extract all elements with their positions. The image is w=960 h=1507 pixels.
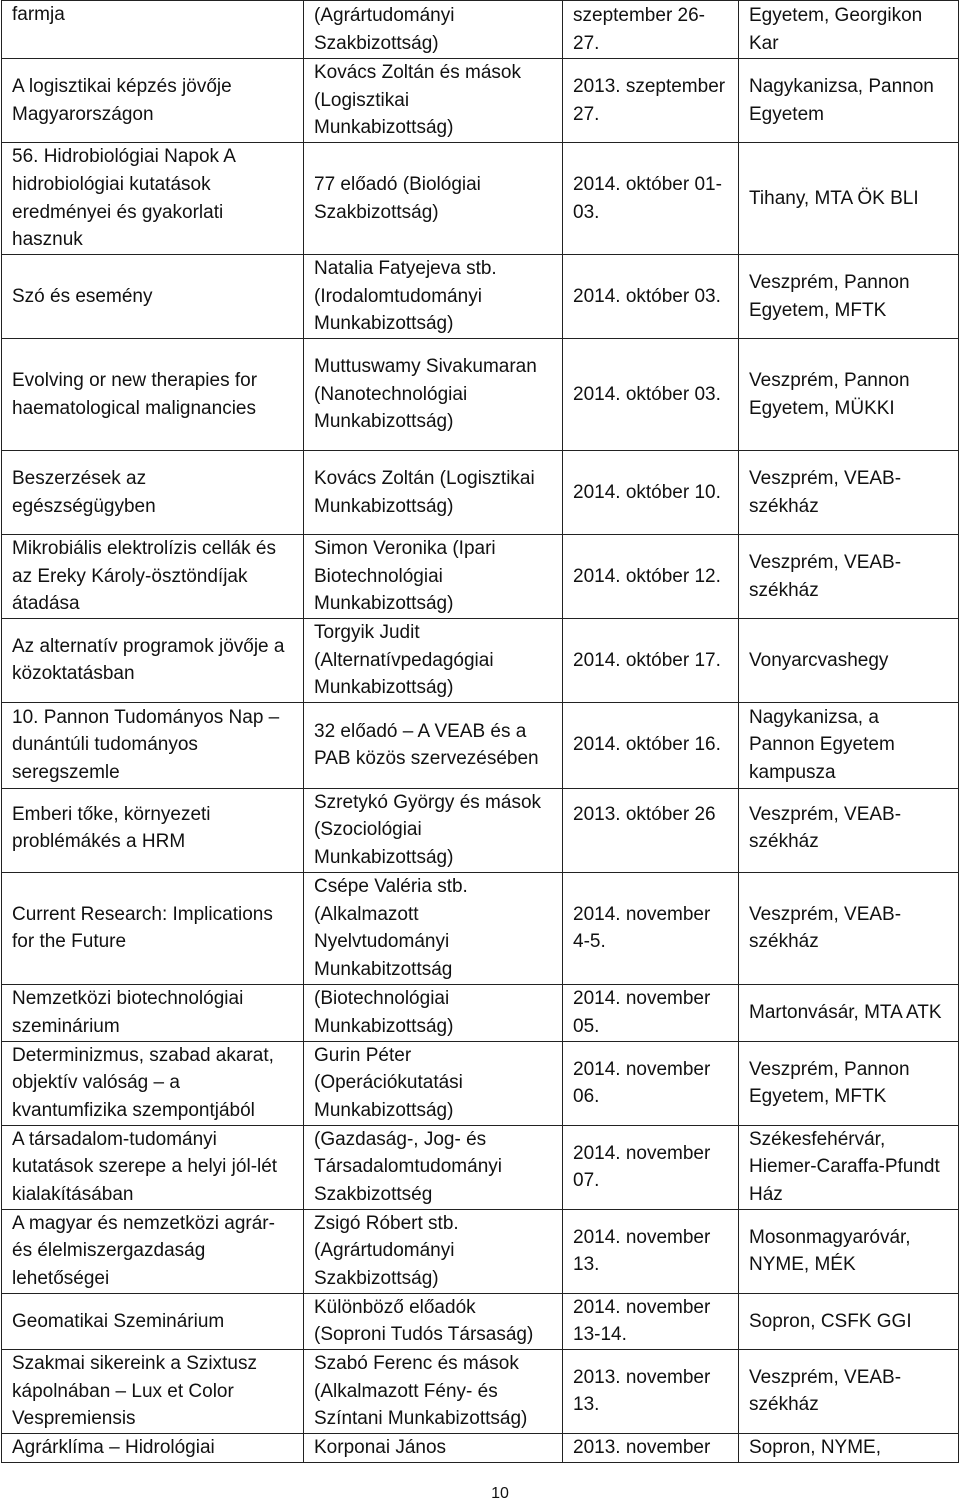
organizer-cell: Torgyik Judit (Alternatívpedagógiai Munkabizottság) bbox=[304, 619, 563, 703]
event-title-cell: Evolving or new therapies for haematological malignancies bbox=[2, 339, 304, 451]
organizer-cell: (Gazdaság-, Jog- és Társadalomtudományi Szakbizottség bbox=[304, 1125, 563, 1209]
event-title-cell: farmja bbox=[2, 1, 304, 59]
date-cell: 2013. szeptember 27. bbox=[563, 59, 739, 143]
organizer-cell: Szretykó György és mások (Szociológiai Munkabizottság) bbox=[304, 788, 563, 872]
event-title-cell: Az alternatív programok jövője a közoktatásban bbox=[2, 619, 304, 703]
event-title-cell: Beszerzések az egészségügyben bbox=[2, 451, 304, 535]
event-title-cell: Szó és esemény bbox=[2, 255, 304, 339]
table-row bbox=[2, 1, 959, 59]
location-cell: Tihany, MTA ÖK BLI bbox=[739, 143, 959, 255]
location-cell: Mosonmagyaróvár, NYME, MÉK bbox=[739, 1209, 959, 1293]
date-cell: 2014. október 10. bbox=[563, 451, 739, 535]
date-cell: 2014. november 4-5. bbox=[563, 872, 739, 984]
table-row bbox=[2, 59, 959, 143]
location-cell: Vonyarcvashegy bbox=[739, 619, 959, 703]
date-cell: 2014. november 13-14. bbox=[563, 1293, 739, 1349]
organizer-cell: (Biotechnológiai Munkabizottság) bbox=[304, 984, 563, 1041]
table-row bbox=[2, 1293, 959, 1349]
location-cell: Sopron, CSFK GGI bbox=[739, 1293, 959, 1349]
date-cell: 2014. október 17. bbox=[563, 619, 739, 703]
date-cell: 2014. november 13. bbox=[563, 1209, 739, 1293]
organizer-cell: Natalia Fatyejeva stb. (Irodalomtudományi Munkabizottság) bbox=[304, 255, 563, 339]
event-title-cell: Geomatikai Szeminárium bbox=[2, 1293, 304, 1349]
organizer-cell: 77 előadó (Biológiai Szakbizottság) bbox=[304, 143, 563, 255]
event-title-cell: A logisztikai képzés jövője Magyarországon bbox=[2, 59, 304, 143]
date-cell: 2014. október 01-03. bbox=[563, 143, 739, 255]
organizer-cell: Csépe Valéria stb. (Alkalmazott Nyelvtudományi Munkabitzottság bbox=[304, 872, 563, 984]
table-row bbox=[2, 339, 959, 451]
organizer-cell: Muttuswamy Sivakumaran (Nanotechnológiai Munkabizottság) bbox=[304, 339, 563, 451]
date-cell: szeptember 26-27. bbox=[563, 1, 739, 59]
table-row bbox=[2, 702, 959, 788]
date-cell: 2013. november 13. bbox=[563, 1349, 739, 1433]
table-row bbox=[2, 788, 959, 872]
organizer-cell: Kovács Zoltán (Logisztikai Munkabizottság) bbox=[304, 451, 563, 535]
date-cell: 2014. október 16. bbox=[563, 702, 739, 788]
location-cell: Veszprém, VEAB-székház bbox=[739, 451, 959, 535]
table-row bbox=[2, 451, 959, 535]
date-cell: 2014. november 06. bbox=[563, 1041, 739, 1125]
location-cell: Székesfehérvár, Hiemer-Caraffa-Pfundt Ház bbox=[739, 1125, 959, 1209]
event-title-cell: Nemzetközi biotechnológiai szeminárium bbox=[2, 984, 304, 1041]
location-cell: Nagykanizsa, Pannon Egyetem bbox=[739, 59, 959, 143]
table-row bbox=[2, 1209, 959, 1293]
table-row bbox=[2, 984, 959, 1041]
date-cell: 2014. október 12. bbox=[563, 535, 739, 619]
date-cell: 2014. november 05. bbox=[563, 984, 739, 1041]
event-title-cell: 10. Pannon Tudományos Nap – dunántúli tudományos seregszemle bbox=[2, 702, 304, 788]
location-cell: Egyetem, Georgikon Kar bbox=[739, 1, 959, 59]
table-row bbox=[2, 143, 959, 255]
date-cell: 2014. október 03. bbox=[563, 255, 739, 339]
date-cell: 2013. október 26 bbox=[563, 788, 739, 872]
date-cell: 2014. november 07. bbox=[563, 1125, 739, 1209]
organizer-cell: Szabó Ferenc és mások (Alkalmazott Fény- és Színtani Munkabizottság) bbox=[304, 1349, 563, 1433]
events-table bbox=[1, 0, 959, 1463]
location-cell: Veszprém, Pannon Egyetem, MFTK bbox=[739, 1041, 959, 1125]
page-number: 10 bbox=[491, 1485, 509, 1502]
location-cell: Nagykanizsa, a Pannon Egyetem kampusza bbox=[739, 702, 959, 788]
table-row bbox=[2, 1433, 959, 1462]
table-row bbox=[2, 872, 959, 984]
table-row bbox=[2, 535, 959, 619]
organizer-cell: Simon Veronika (Ipari Biotechnológiai Munkabizottság) bbox=[304, 535, 563, 619]
event-title-cell: Determinizmus, szabad akarat, objektív valóság – a kvantumfizika szempontjából bbox=[2, 1041, 304, 1125]
organizer-cell: Kovács Zoltán és mások (Logisztikai Munkabizottság) bbox=[304, 59, 563, 143]
organizer-cell: Korponai János bbox=[304, 1433, 563, 1462]
organizer-cell: Gurin Péter (Operációkutatási Munkabizottság) bbox=[304, 1041, 563, 1125]
location-cell: Martonvásár, MTA ATK bbox=[739, 984, 959, 1041]
event-title-cell: Emberi tőke, környezeti problémákés a HRM bbox=[2, 788, 304, 872]
table-row bbox=[2, 619, 959, 703]
date-cell: 2013. november bbox=[563, 1433, 739, 1462]
location-cell: Veszprém, VEAB-székház bbox=[739, 1349, 959, 1433]
table-row bbox=[2, 255, 959, 339]
location-cell: Veszprém, VEAB-székház bbox=[739, 535, 959, 619]
event-title-cell: Mikrobiális elektrolízis cellák és az Ereky Károly-ösztöndíjak átadása bbox=[2, 535, 304, 619]
location-cell: Veszprém, VEAB-székház bbox=[739, 788, 959, 872]
organizer-cell: Zsigó Róbert stb. (Agrártudományi Szakbizottság) bbox=[304, 1209, 563, 1293]
table-row bbox=[2, 1041, 959, 1125]
event-title-cell: A társadalom-tudományi kutatások szerepe a helyi jól-lét kialakításában bbox=[2, 1125, 304, 1209]
location-cell: Veszprém, Pannon Egyetem, MÜKKI bbox=[739, 339, 959, 451]
location-cell: Veszprém, Pannon Egyetem, MFTK bbox=[739, 255, 959, 339]
table-row bbox=[2, 1125, 959, 1209]
event-title-cell: A magyar és nemzetközi agrár- és élelmiszergazdaság lehetőségei bbox=[2, 1209, 304, 1293]
organizer-cell: 32 előadó – A VEAB és a PAB közös szervezésében bbox=[304, 702, 563, 788]
event-title-cell: 56. Hidrobiológiai Napok A hidrobiológiai kutatások eredményei és gyakorlati hasznuk bbox=[2, 143, 304, 255]
event-title-cell: Agrárklíma – Hidrológiai bbox=[2, 1433, 304, 1462]
organizer-cell: Különböző előadók (Soproni Tudós Társaság) bbox=[304, 1293, 563, 1349]
date-cell: 2014. október 03. bbox=[563, 339, 739, 451]
location-cell: Veszprém, VEAB-székház bbox=[739, 872, 959, 984]
event-title-cell: Szakmai sikereink a Szixtusz kápolnában – Lux et Color Vespremiensis bbox=[2, 1349, 304, 1433]
location-cell: Sopron, NYME, bbox=[739, 1433, 959, 1462]
organizer-cell: (Agrártudományi Szakbizottság) bbox=[304, 1, 563, 59]
table-row bbox=[2, 1349, 959, 1433]
event-title-cell: Current Research: Implications for the Future bbox=[2, 872, 304, 984]
events-table-body bbox=[2, 1, 959, 1463]
